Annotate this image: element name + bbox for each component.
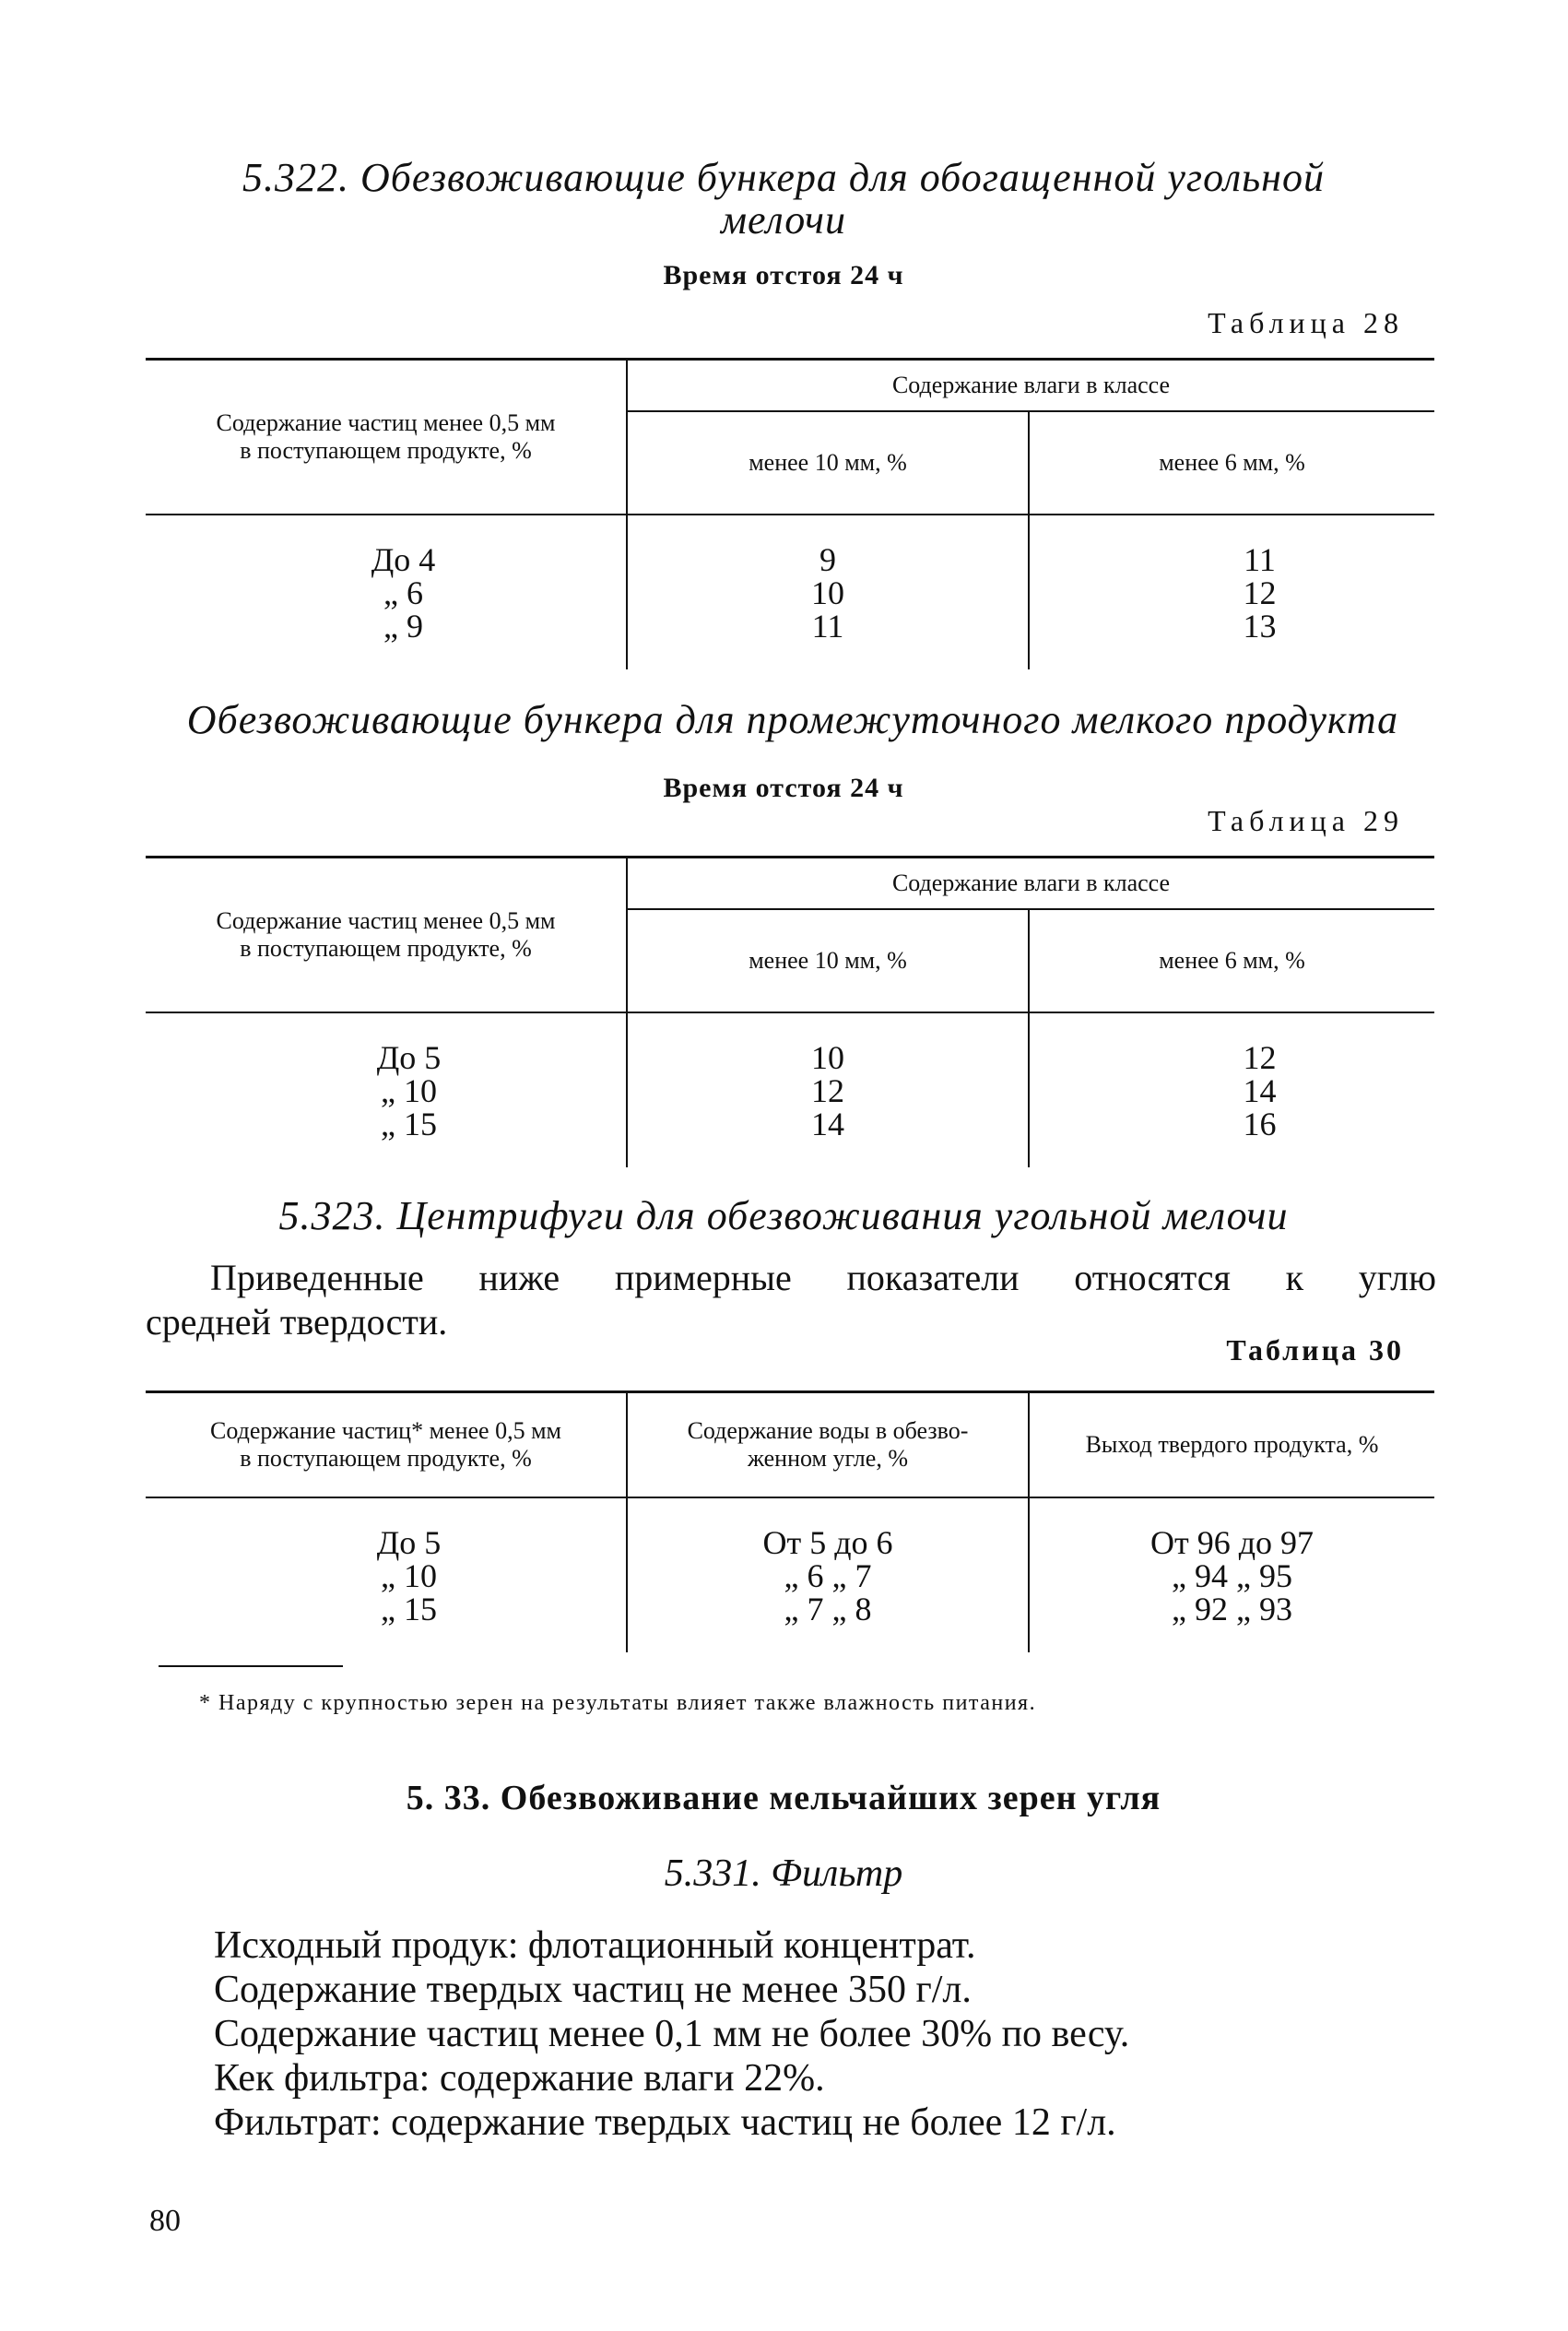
col-6mm-values (1029, 515, 1434, 669)
table-cell: До 4 (371, 540, 436, 578)
filter-specs (214, 1923, 1129, 2145)
table-cell: „ 92 „ 93 (1172, 1590, 1292, 1627)
table-cell: 14 (1243, 1071, 1277, 1109)
table-cell: 10 (811, 574, 844, 611)
header-water-content (627, 1392, 1029, 1497)
table-cell: „ 15 (381, 1590, 437, 1627)
spec-line: Фильтрат: содержание твердых частиц не более 12 г/л. (214, 2101, 1116, 2144)
header-moisture-group: Содержание влаги в классе (627, 360, 1434, 411)
header-line: женном угле, % (748, 1444, 908, 1472)
header-line: в поступающем продукте, % (240, 934, 532, 962)
title-line-2: мелочи (720, 197, 847, 243)
header-under-10mm: менее 10 мм, % (627, 909, 1029, 1012)
table-cell: До 5 (376, 1523, 442, 1561)
section-5-323-title: 5.323. Центрифуги для обезвоживания угольной мелочи (278, 1193, 1289, 1238)
table-cell: От 5 до 6 (762, 1523, 893, 1561)
table-cell: „ 15 (381, 1105, 437, 1142)
col-particle-values (146, 1497, 627, 1652)
section-5-331-heading: 5.331. Фильтр (664, 1852, 903, 1895)
table-cell: 16 (1243, 1105, 1277, 1142)
header-line: Содержание частиц менее 0,5 мм (216, 906, 556, 934)
title-line-1: 5.322. Обезвоживающие бункера для обогащенной угольной (242, 155, 1326, 200)
section-5-33-heading: 5. 33. Обезвоживание мельчайших зерен угля (406, 1779, 1161, 1817)
table-cell: 12 (1243, 574, 1277, 611)
header-line: Содержание воды в обезво- (687, 1416, 969, 1444)
header-particle-content (146, 858, 627, 1012)
header-line: в поступающем продукте, % (240, 436, 532, 464)
spec-line: Исходный продук: флотационный концентрат. (214, 1924, 976, 1967)
table-29 (146, 856, 1434, 1167)
spec-line: Содержание частиц менее 0,1 мм не более 30% по весу. (214, 2013, 1130, 2055)
header-solid-yield: Выход твердого продукта, % (1029, 1392, 1434, 1497)
header-particle-content (146, 360, 627, 515)
header-moisture-group: Содержание влаги в классе (627, 858, 1434, 909)
table-cell: „ 6 (383, 574, 423, 611)
intermediate-product-title: Обезвоживающие бункера для промежуточного мелкого продукта (186, 697, 1399, 742)
paragraph-line-2: средней твердости. (146, 1301, 448, 1343)
table-cell: От 96 до 97 (1149, 1523, 1315, 1561)
header-line: в поступающем продукте, % (240, 1444, 532, 1472)
header-under-6mm: менее 6 мм, % (1029, 909, 1434, 1012)
header-particle-content (146, 1392, 627, 1497)
table-28 (146, 358, 1434, 669)
settling-time-subtitle-2: Время отстоя 24 ч (663, 773, 904, 803)
table-30-label: Таблица 30 (1226, 1333, 1404, 1367)
header-under-10mm: менее 10 мм, % (627, 411, 1029, 515)
col-particle-values (146, 515, 627, 669)
table-cell: 11 (811, 607, 844, 645)
spec-line: Кек фильтра: содержание влаги 22%. (214, 2057, 825, 2100)
table-29-label: Таблица 29 (1208, 804, 1404, 837)
table-28-label: Таблица 28 (1208, 306, 1404, 339)
col-yield-values (1029, 1497, 1434, 1652)
table-cell: „ 10 (381, 1556, 437, 1594)
table-cell: 12 (811, 1071, 844, 1109)
header-under-6mm: менее 6 мм, % (1029, 411, 1434, 515)
table-cell: 10 (811, 1038, 844, 1076)
col-6mm-values (1029, 1012, 1434, 1167)
col-water-values (627, 1497, 1029, 1652)
table-cell: 12 (1243, 1038, 1277, 1076)
table-cell: 9 (819, 540, 836, 578)
header-line: Содержание частиц менее 0,5 мм (216, 408, 556, 436)
paragraph-line-1: Приведенные ниже примерные показатели относятся к углю (210, 1257, 1436, 1298)
table-30 (146, 1390, 1434, 1652)
settling-time-subtitle: Время отстоя 24 ч (663, 260, 904, 290)
col-10mm-values (627, 1012, 1029, 1167)
table-cell: 13 (1243, 607, 1277, 645)
table-cell: „ 6 „ 7 (784, 1556, 872, 1594)
table-cell: „ 7 „ 8 (784, 1590, 872, 1627)
footnote-rule (159, 1665, 343, 1667)
table-cell: 14 (811, 1105, 844, 1142)
col-particle-values (146, 1012, 627, 1167)
table-cell: „ 94 „ 95 (1172, 1556, 1292, 1594)
col-10mm-values (627, 515, 1029, 669)
table-cell: До 5 (376, 1038, 442, 1076)
table-cell: „ 9 (383, 607, 423, 645)
table-cell: 11 (1244, 540, 1276, 578)
section-5-322-title (138, 157, 1429, 242)
spec-line: Содержание твердых частиц не менее 350 г/л. (214, 1969, 972, 2011)
header-line: Содержание частиц* менее 0,5 мм (210, 1416, 561, 1444)
page-number: 80 (149, 2204, 181, 2238)
footnote: * Наряду с крупностью зерен на результаты влияет также влажность питания. (199, 1691, 1037, 1715)
table-cell: „ 10 (381, 1071, 437, 1109)
